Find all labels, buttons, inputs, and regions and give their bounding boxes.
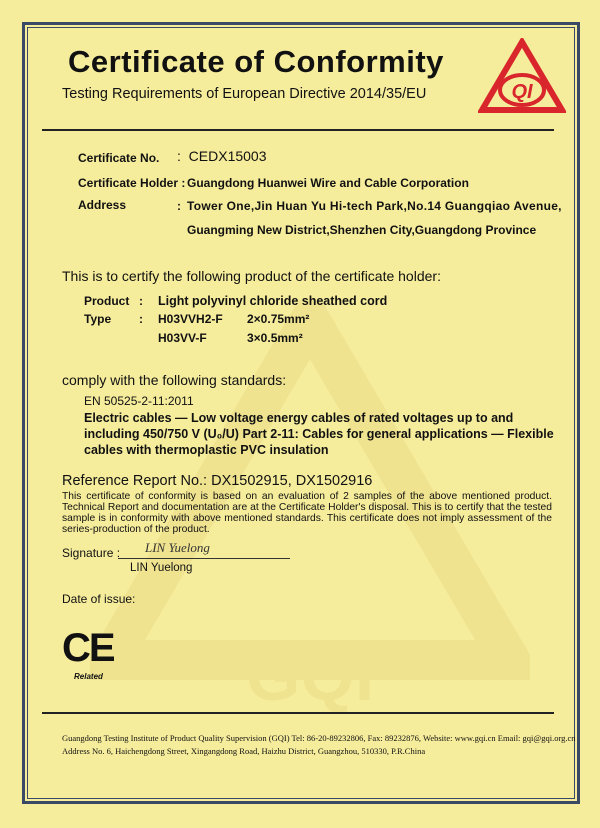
footer-address: Address No. 6, Haichengdong Street, Xingangdong Road, Haizhu District, Guangzhou, 510330, P.R.China [62,746,426,756]
handwritten-signature: LIN Yuelong [145,540,210,555]
product-value: Light polyvinyl chloride sheathed cord [158,294,388,308]
signature-label: Signature : [62,546,121,560]
ce-caption: Related [74,672,103,681]
certificate-subtitle: Testing Requirements of European Directive 2014/35/EU [62,86,427,102]
address-line2: Guangming New District,Shenzhen City,Guangdong Province [187,223,537,237]
product-colon: : [139,294,143,308]
type-model-2: H03VV-F [158,331,207,345]
footer-contact: Guangdong Testing Institute of Product Quality Supervision (GQI) Tel: 86-20-89232806, Fax: 89232876, Website: www.gqi.cn Email: gqi@gqi.org.cn [62,733,576,743]
svg-text:QI: QI [511,81,533,103]
conformity-statement: This certificate of conformity is based on an evaluation of 2 samples of the above mentioned product. Technical Report and documentation are at the Certificate Holder's disposal. This is to certify that the tested sample is in conformity with above mentioned standards. This certificate does not imply assessment of the series-production of the product. [62,491,552,535]
svg-text:GQI: GQI [245,637,375,715]
address-line1: Tower One,Jin Huan Yu Hi-tech Park,No.14 Guangqiao Avenue, [187,199,562,213]
product-label: Product [84,294,130,308]
certificate-no-label: Certificate No. [78,151,160,165]
holder-label: Certificate Holder : [78,176,186,190]
standard-description: Electric cables — Low voltage energy cables of rated voltages up to and including 450/750 V (U₀/U) Part 2-11: Cables for general applications — Flexible cables with thermoplastic PVC insulation [84,411,554,457]
header-divider [42,129,554,131]
type-size-2: 3×0.5mm² [247,331,303,345]
address-label: Address [78,198,127,212]
standard-code: EN 50525-2-11:2011 [84,394,194,408]
type-colon: : [139,312,143,326]
footer-divider [42,712,554,714]
type-model-1: H03VVH2-F [158,312,223,326]
type-size-1: 2×0.75mm² [247,312,310,326]
address-colon: : [177,199,181,213]
ce-mark: CE [62,626,114,670]
comply-intro: comply with the following standards: [62,372,287,388]
certify-intro: This is to certify the following product of the certificate holder: [62,268,441,284]
reference-report: Reference Report No.: DX1502915, DX1502916 [62,473,373,489]
type-label: Type [84,312,112,326]
holder-value: Guangdong Huanwei Wire and Cable Corporation [187,176,469,190]
signer-name: LIN Yuelong [130,562,193,574]
certificate-title: Certificate of Conformity [68,44,444,79]
gqi-logo [478,38,566,120]
signature-line [118,558,290,559]
certificate-no-value: : CEDX15003 [177,148,267,164]
date-of-issue-label: Date of issue: [62,592,136,606]
